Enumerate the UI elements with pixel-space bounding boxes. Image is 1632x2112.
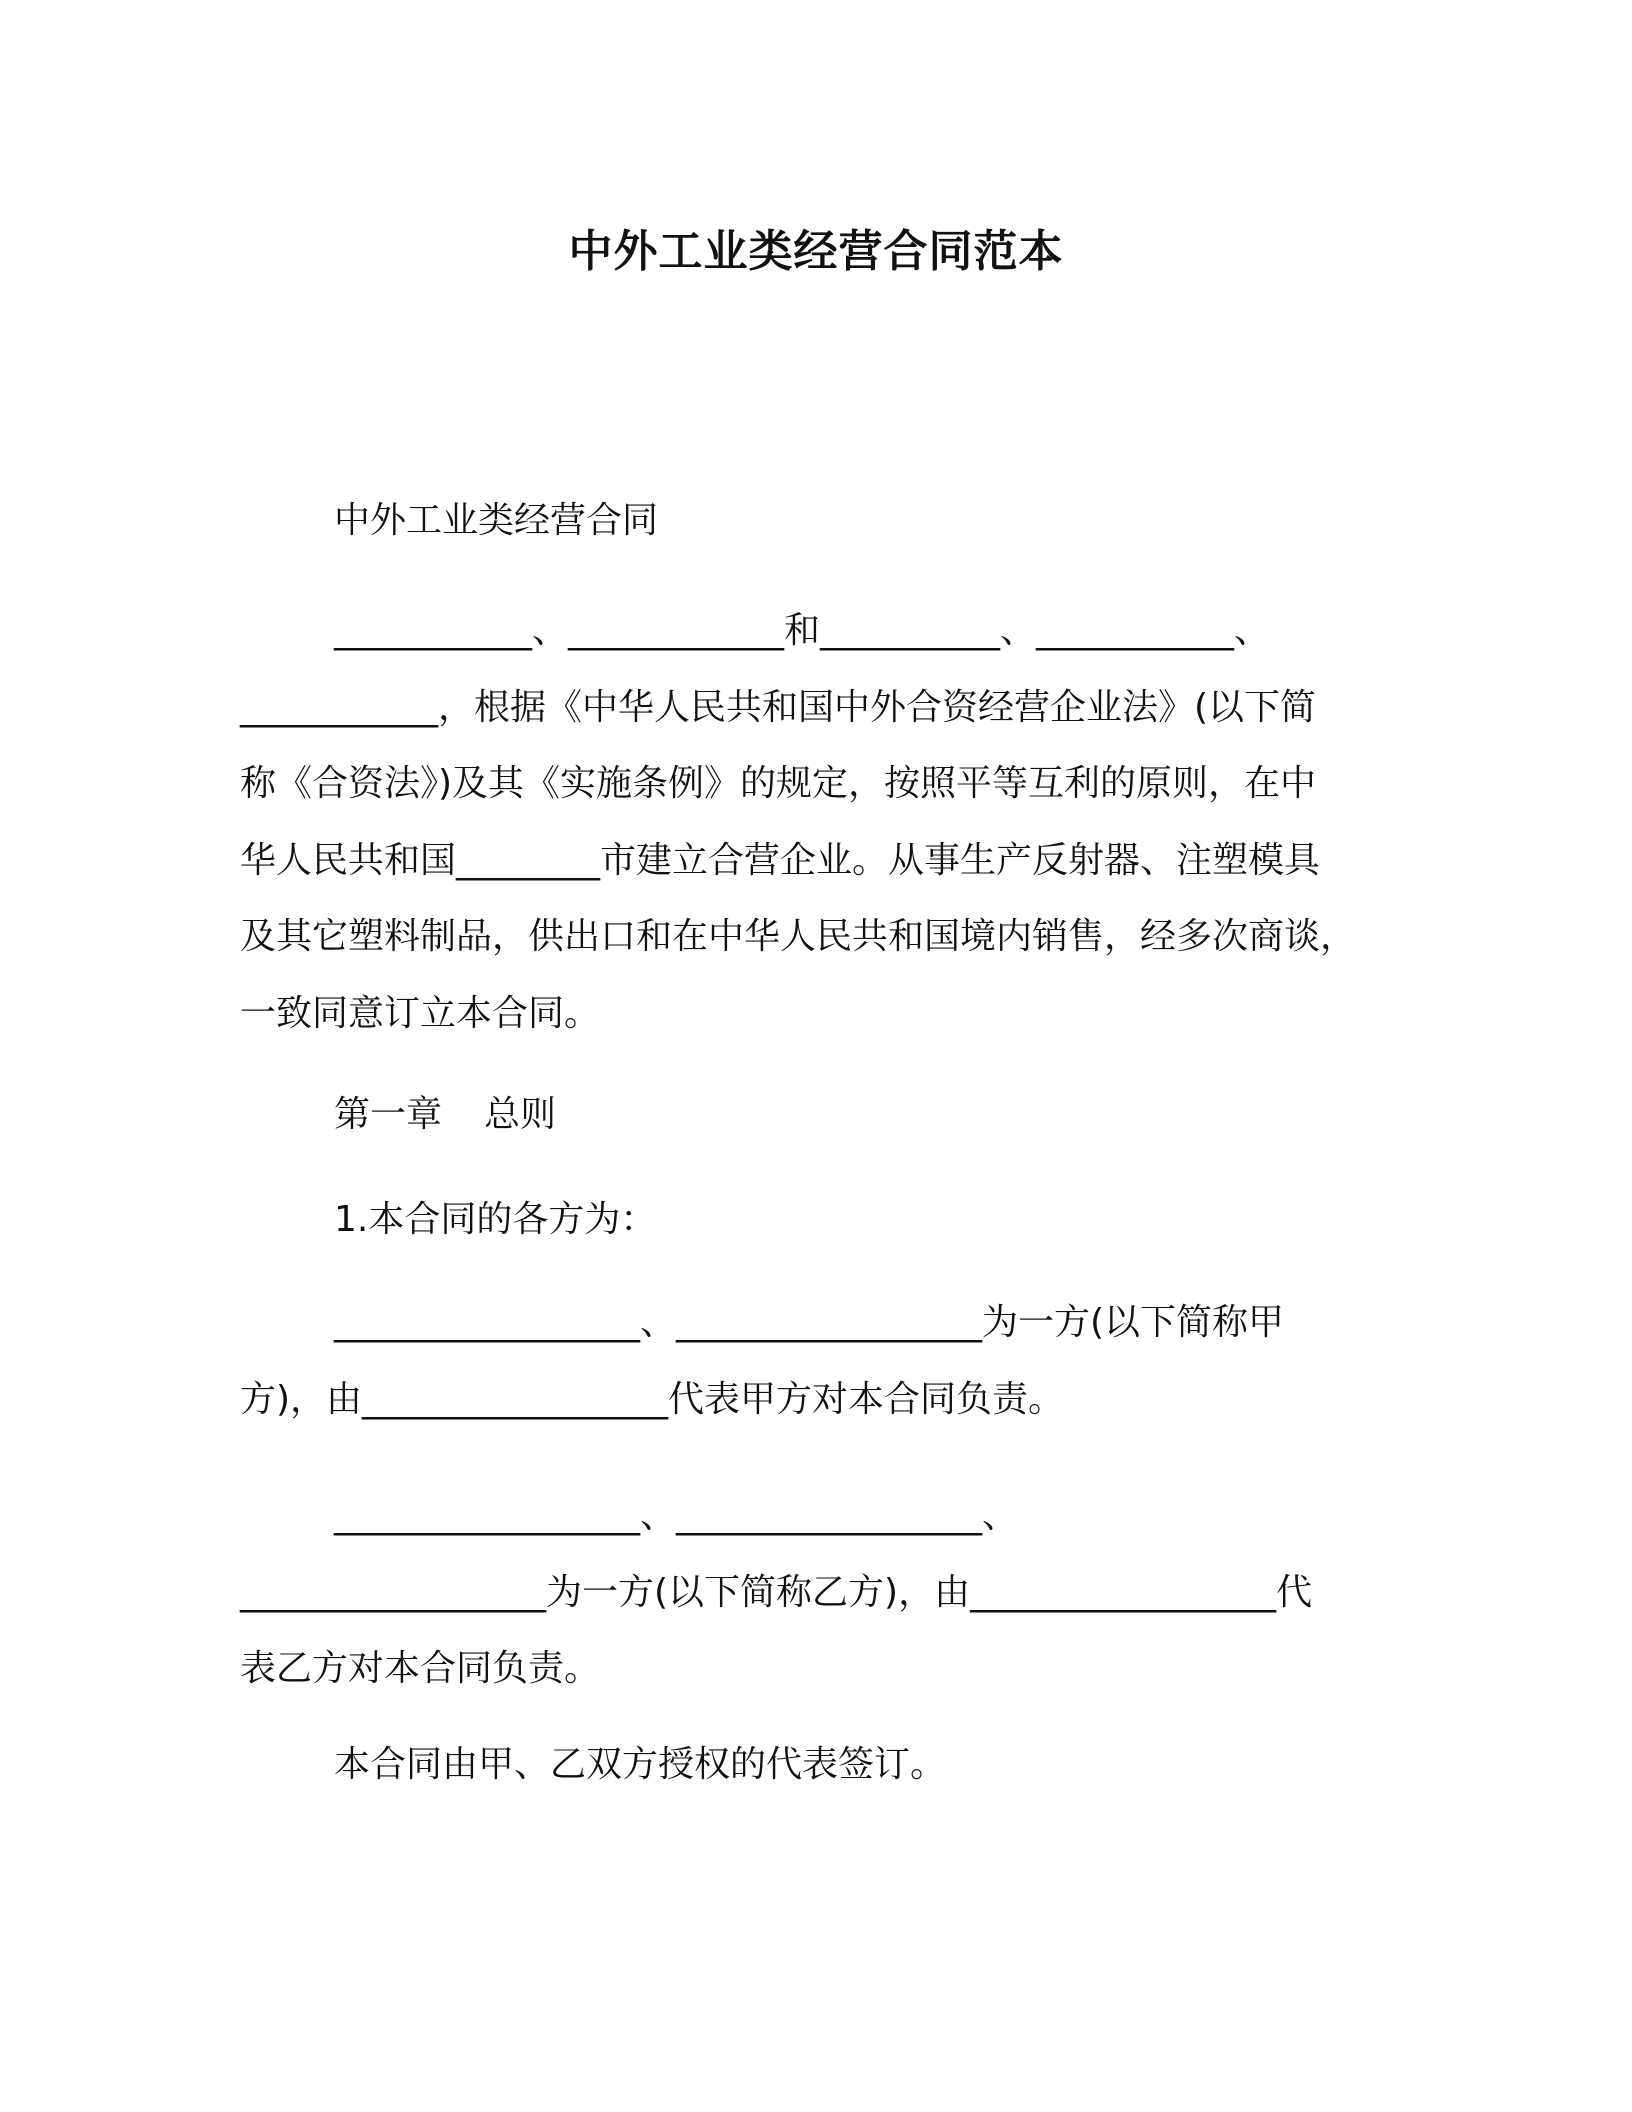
intro-paragraph [240,593,1382,1052]
intro-line-5: 及其它塑料制品，供出口和在中华人民共和国境内销售，经多次商谈， [240,916,1357,957]
intro-line-1: ___________、____________和__________、___________、 [334,610,1270,651]
chapter-heading [240,1077,1476,1154]
party-b-line-2: _________________为一方(以下简称乙方)，由_________________代 [240,1571,1313,1613]
party-b-line-3: 表乙方对本合同负责。 [240,1648,601,1689]
signing-statement: 本合同由甲、乙双方授权的代表签订。 [334,1744,947,1785]
party-a-paragraph [240,1285,1382,1438]
party-a-line-2: 方)，由_________________代表甲方对本合同负责。 [240,1378,1065,1420]
chapter-name: 总则 [484,1094,557,1135]
intro-line-2: ___________，根据《中华人民共和国中外合资经营企业法》(以下简 [240,686,1317,728]
chapter-number: 第一章 [334,1094,443,1135]
intro-line-3: 称《合资法》)及其《实施条例》的规定，按照平等互利的原则，在中 [240,763,1317,804]
document-title: 中外工业类经营合同范本 [568,226,1064,277]
party-b-paragraph [240,1478,1382,1708]
party-a-line-1: _________________、_________________为一方(以下简称甲 [334,1302,1285,1343]
article-1-heading: 1.本合同的各方为： [334,1199,657,1240]
intro-line-6: 一致同意订立本合同。 [240,992,601,1034]
party-b-line-1: _________________、_________________、 [334,1495,1018,1536]
contract-subtitle: 中外工业类经营合同 [334,500,659,541]
intro-line-4: 华人民共和国________市建立合营企业。从事生产反射器、注塑模具 [240,839,1321,881]
